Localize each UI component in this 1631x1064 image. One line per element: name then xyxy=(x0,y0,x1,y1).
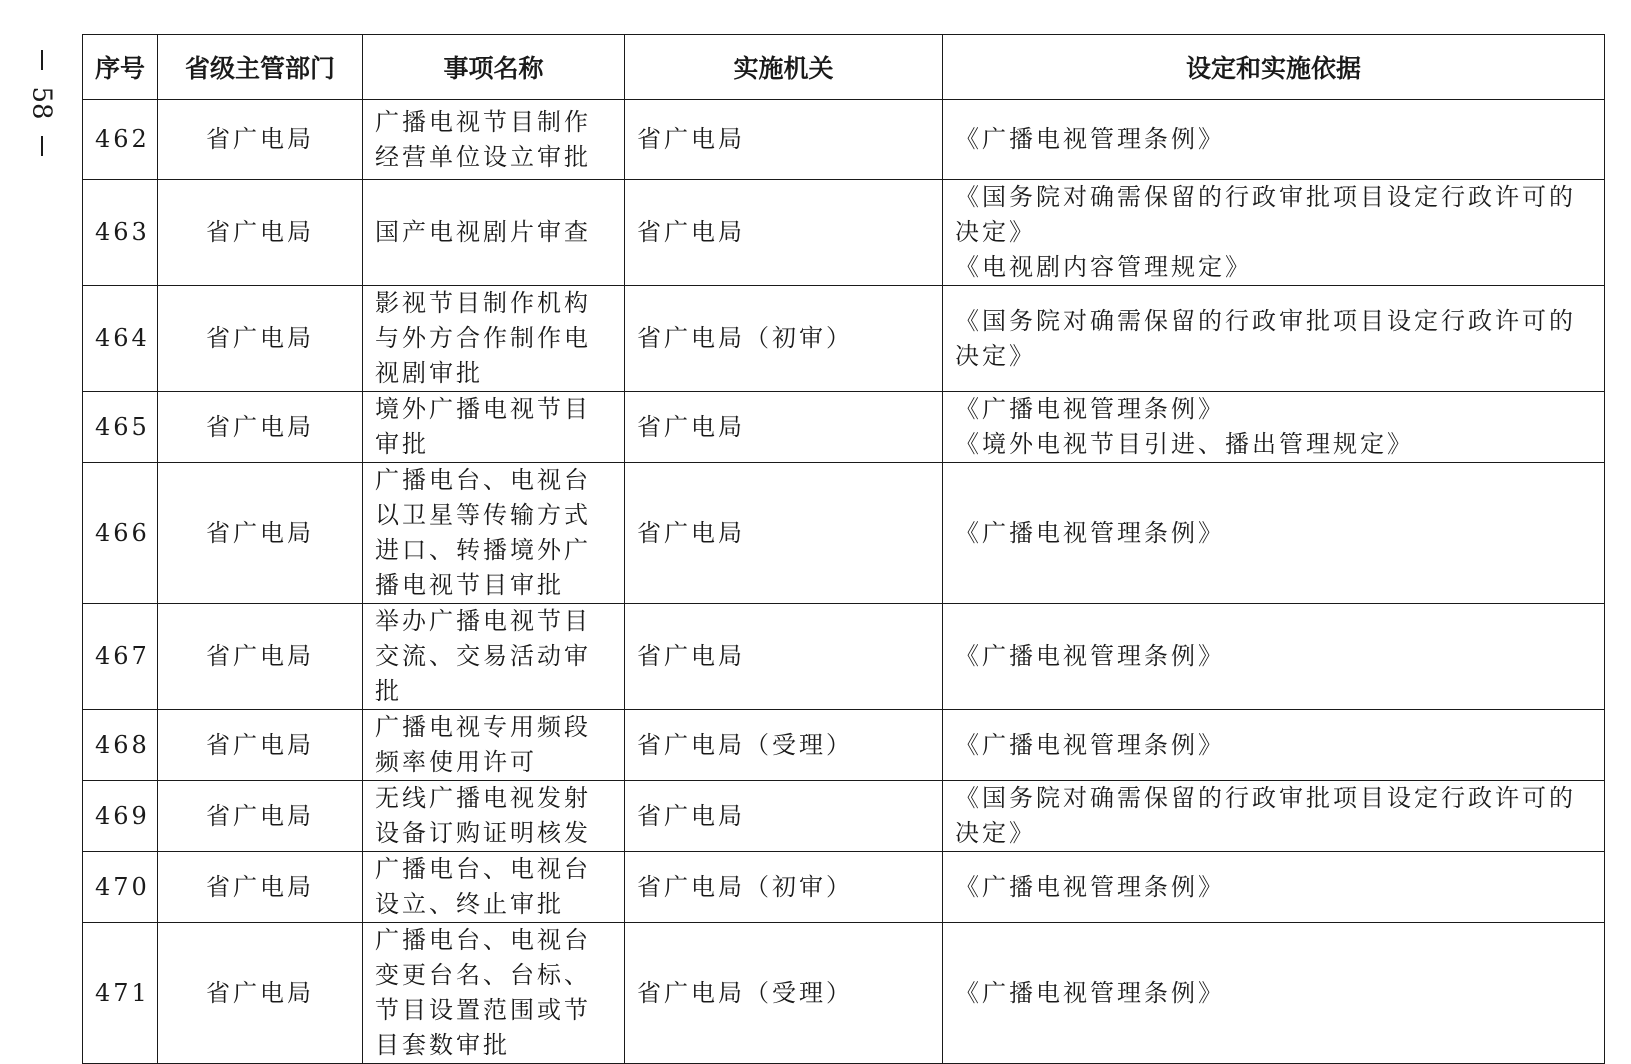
basis-line: 《广播电视管理条例》 xyxy=(955,395,1225,423)
row-department: 省广电局 xyxy=(158,604,363,710)
row-item-name: 广播电台、电视台设立、终止审批 xyxy=(363,852,625,923)
row-number: 470 xyxy=(83,852,158,923)
row-basis xyxy=(943,852,1605,923)
row-department: 省广电局 xyxy=(158,781,363,852)
table-row xyxy=(83,286,1605,392)
row-basis xyxy=(943,463,1605,604)
row-item-name: 广播电视专用频段频率使用许可 xyxy=(363,710,625,781)
row-item-name: 广播电台、电视台以卫星等传输方式进口、转播境外广播电视节目审批 xyxy=(363,463,625,604)
row-item-name: 举办广播电视节目交流、交易活动审批 xyxy=(363,604,625,710)
row-agency: 省广电局 xyxy=(625,781,943,852)
table-row xyxy=(83,604,1605,710)
row-agency: 省广电局（受理） xyxy=(625,923,943,1064)
table-header-row xyxy=(83,35,1605,100)
row-department: 省广电局 xyxy=(158,463,363,604)
header-no: 序号 xyxy=(83,35,158,100)
basis-line: 《国务院对确需保留的行政审批项目设定行政许可的决定》 xyxy=(955,306,1576,370)
row-department: 省广电局 xyxy=(158,392,363,463)
row-department: 省广电局 xyxy=(158,710,363,781)
row-basis xyxy=(943,923,1605,1064)
basis-line: 《广播电视管理条例》 xyxy=(955,125,1225,153)
row-item-name: 无线广播电视发射设备订购证明核发 xyxy=(363,781,625,852)
table-row xyxy=(83,710,1605,781)
row-item-name: 广播电视节目制作经营单位设立审批 xyxy=(363,100,625,180)
row-basis xyxy=(943,781,1605,852)
row-number: 467 xyxy=(83,604,158,710)
row-number: 469 xyxy=(83,781,158,852)
row-basis xyxy=(943,180,1605,286)
basis-line: 《国务院对确需保留的行政审批项目设定行政许可的决定》 xyxy=(955,784,1576,847)
page-number: 58 xyxy=(27,86,57,120)
table-row xyxy=(83,463,1605,604)
row-item-name: 广播电台、电视台变更台名、台标、节目设置范围或节目套数审批 xyxy=(363,923,625,1064)
basis-line: 《广播电视管理条例》 xyxy=(955,872,1225,901)
table-body xyxy=(83,100,1605,1064)
row-number: 468 xyxy=(83,710,158,781)
row-item-name: 国产电视剧片审查 xyxy=(363,180,625,286)
basis-line: 《电视剧内容管理规定》 xyxy=(955,253,1252,281)
row-department: 省广电局 xyxy=(158,852,363,923)
row-agency: 省广电局 xyxy=(625,604,943,710)
row-item-name: 影视节目制作机构与外方合作制作电视剧审批 xyxy=(363,286,625,392)
row-agency: 省广电局 xyxy=(625,392,943,463)
table-row xyxy=(83,923,1605,1064)
header-basis: 设定和实施依据 xyxy=(943,35,1605,100)
page-number-dash-bottom xyxy=(41,136,43,156)
basis-line: 《广播电视管理条例》 xyxy=(955,642,1225,670)
row-basis xyxy=(943,710,1605,781)
row-basis xyxy=(943,100,1605,180)
row-basis xyxy=(943,286,1605,392)
row-number: 471 xyxy=(83,923,158,1064)
header-dept: 省级主管部门 xyxy=(158,35,363,100)
basis-line: 《广播电视管理条例》 xyxy=(955,978,1225,1007)
row-department: 省广电局 xyxy=(158,923,363,1064)
row-agency: 省广电局 xyxy=(625,100,943,180)
page-number-marker xyxy=(22,50,62,180)
table-row xyxy=(83,100,1605,180)
row-agency: 省广电局 xyxy=(625,180,943,286)
basis-line: 《国务院对确需保留的行政审批项目设定行政许可的决定》 xyxy=(955,183,1576,246)
row-agency: 省广电局（初审） xyxy=(625,286,943,392)
basis-line: 《广播电视管理条例》 xyxy=(955,730,1225,759)
row-basis xyxy=(943,604,1605,710)
approval-items-table xyxy=(82,34,1605,1064)
row-number: 466 xyxy=(83,463,158,604)
row-number: 465 xyxy=(83,392,158,463)
row-department: 省广电局 xyxy=(158,100,363,180)
row-number: 463 xyxy=(83,180,158,286)
table-row xyxy=(83,781,1605,852)
row-agency: 省广电局（受理） xyxy=(625,710,943,781)
row-department: 省广电局 xyxy=(158,180,363,286)
row-number: 462 xyxy=(83,100,158,180)
table-row xyxy=(83,852,1605,923)
basis-line: 《境外电视节目引进、播出管理规定》 xyxy=(955,430,1414,458)
row-agency: 省广电局（初审） xyxy=(625,852,943,923)
row-department: 省广电局 xyxy=(158,286,363,392)
row-agency: 省广电局 xyxy=(625,463,943,604)
header-name: 事项名称 xyxy=(363,35,625,100)
row-basis xyxy=(943,392,1605,463)
basis-line: 《广播电视管理条例》 xyxy=(955,518,1225,547)
row-item-name: 境外广播电视节目审批 xyxy=(363,392,625,463)
table-row xyxy=(83,180,1605,286)
header-agency: 实施机关 xyxy=(625,35,943,100)
row-number: 464 xyxy=(83,286,158,392)
table-row xyxy=(83,392,1605,463)
page-number-dash-top xyxy=(41,50,43,70)
